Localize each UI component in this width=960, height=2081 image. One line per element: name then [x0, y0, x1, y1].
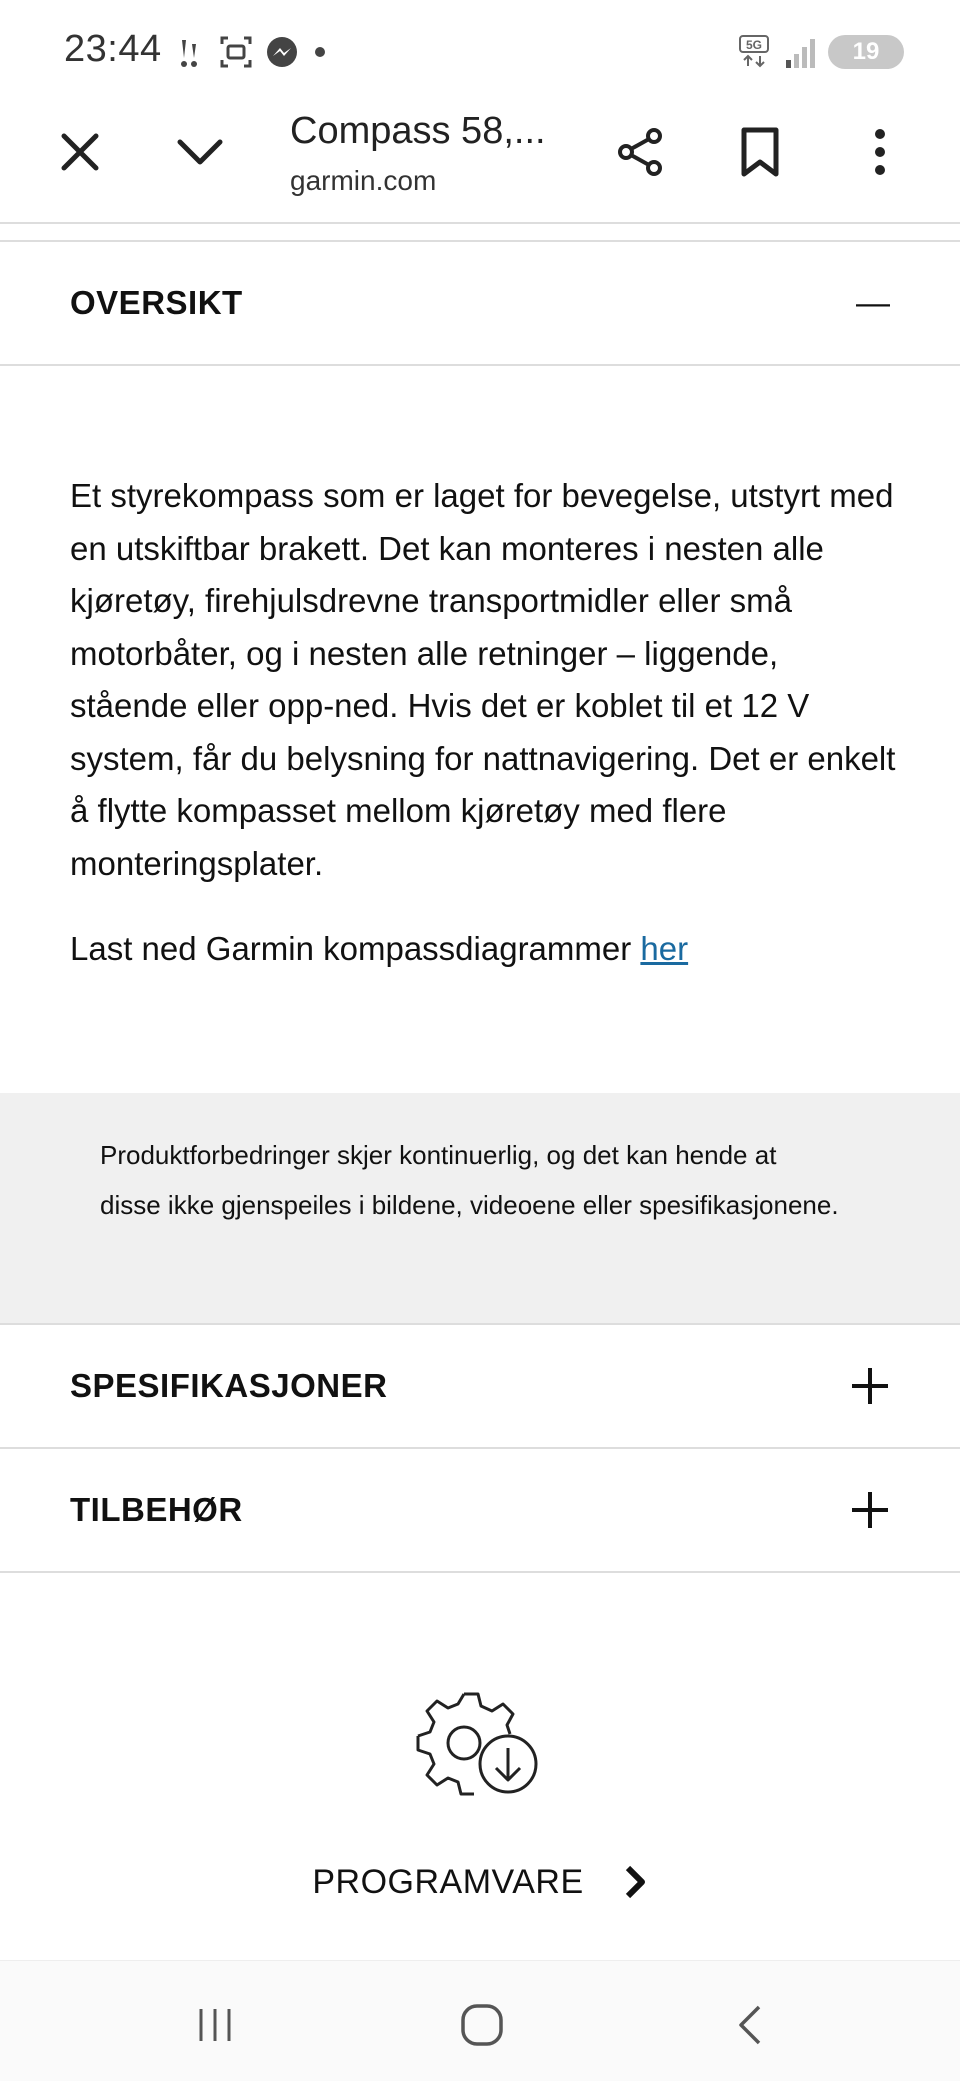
back-button[interactable]: [705, 1990, 795, 2060]
screenshot-icon: [218, 34, 254, 70]
expand-plus-icon: [850, 1490, 890, 1530]
notice-text: Produktforbedringer skjer kontinuerlig, og det kan hende at disse ikke gjenspeiles i bildene, videoene eller spesifikasjonene.: [100, 1140, 839, 1220]
chevron-right-icon: [624, 1864, 648, 1900]
bookmark-button[interactable]: [720, 112, 800, 192]
status-notification-icons: [172, 30, 330, 74]
messenger-icon: [264, 34, 300, 70]
home-button[interactable]: [437, 1990, 527, 2060]
divider: [0, 364, 960, 366]
section-title: SPESIFIKASJONER: [70, 1367, 388, 1404]
battery-indicator: 19: [828, 35, 904, 69]
minimize-tab-button[interactable]: [160, 112, 240, 192]
recent-apps-button[interactable]: [170, 1990, 260, 2060]
more-vert-icon: [872, 126, 888, 178]
software-label: PROGRAMVARE: [312, 1862, 584, 1901]
status-time: 23:44: [64, 28, 162, 70]
svg-text:5G: 5G: [745, 38, 763, 52]
close-tab-button[interactable]: [40, 112, 120, 192]
more-options-button[interactable]: [840, 112, 920, 192]
divider: [0, 1571, 960, 1573]
overview-body: Et styrekompass som er laget for bevegelse, utstyrt med en utskiftbar brakett. Det kan monteres i nesten alle kjøretøy, firehjulsdrevne transportmidler eller små motorbåter, og i nesten alle retninger – liggende, stående eller opp-ned. Hvis det er koblet til et 12 V system, får du belysning for nattnavigering. Det er enkelt å flytte kompasset mellom kjøretøy med flere monteringsplater.: [70, 477, 896, 882]
accordion-overview-header[interactable]: [0, 242, 960, 364]
download-text: Last ned Garmin kompassdiagrammer: [70, 930, 641, 967]
share-button[interactable]: [600, 112, 680, 192]
status-bar: [0, 0, 960, 100]
page-domain: garmin.com: [290, 165, 437, 196]
share-icon: [614, 126, 666, 178]
chevron-down-icon: [176, 134, 224, 170]
recent-apps-icon: [195, 2005, 235, 2045]
download-link[interactable]: her: [640, 930, 689, 967]
section-title: TILBEHØR: [70, 1491, 243, 1528]
collapse-icon: —: [856, 283, 890, 322]
accordion-specifications-header[interactable]: [0, 1325, 960, 1447]
expand-plus-icon: [850, 1366, 890, 1406]
bookmark-icon: [738, 126, 782, 178]
software-link[interactable]: [0, 1852, 960, 1912]
accordion-accessories-header[interactable]: [0, 1449, 960, 1571]
dot-icon: [310, 34, 330, 70]
home-icon: [460, 2003, 504, 2047]
signal-icon: [784, 34, 818, 70]
download-line: [70, 930, 688, 968]
notification-dots-icon: [172, 34, 208, 70]
page-title: Compass 58,...: [290, 110, 546, 152]
network-5g-icon: [738, 34, 774, 70]
status-system-icons: [738, 30, 904, 74]
section-title: OVERSIKT: [70, 284, 243, 321]
back-icon: [735, 2003, 765, 2047]
close-icon: [58, 130, 102, 174]
gear-download-icon: [412, 1688, 550, 1798]
